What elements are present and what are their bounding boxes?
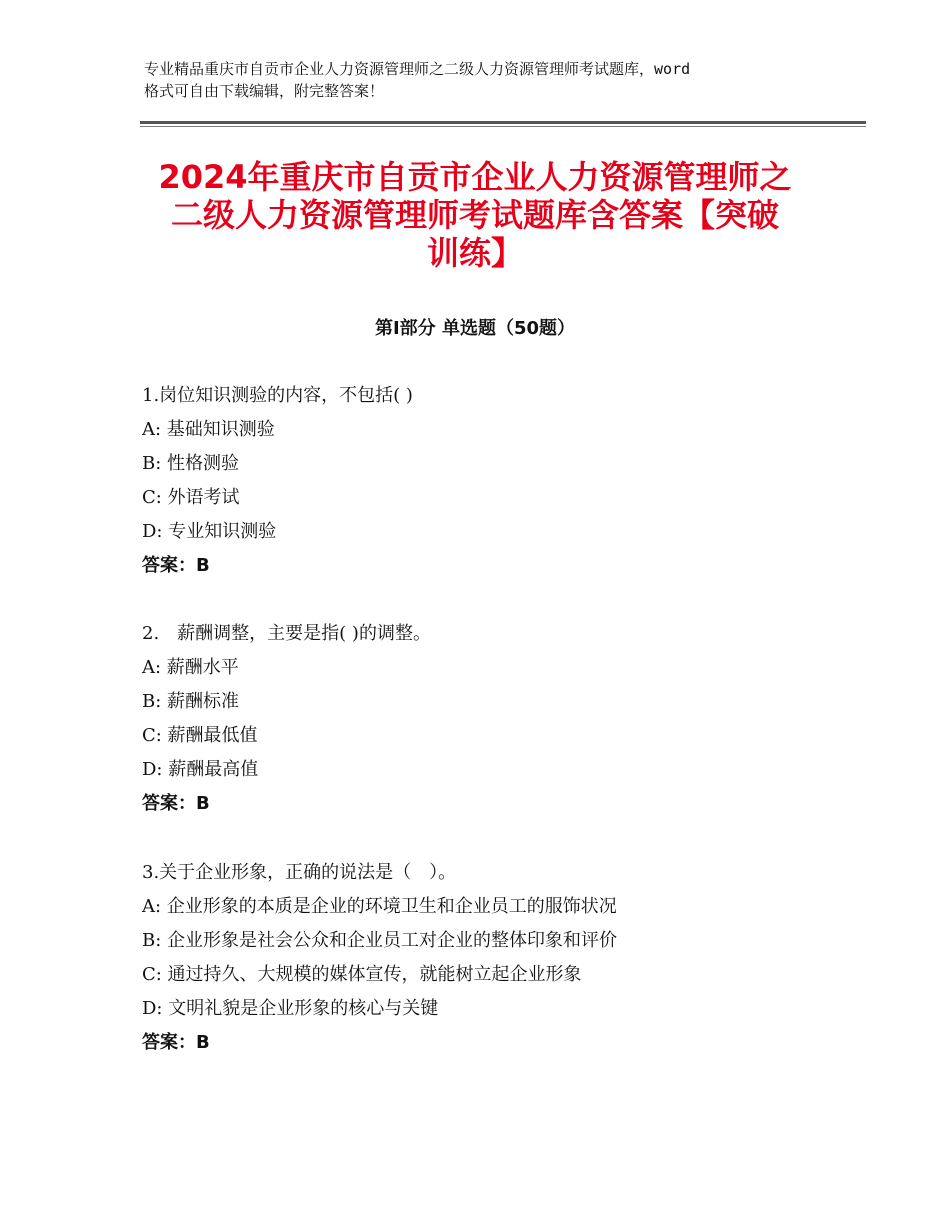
question-stem: 1.岗位知识测验的内容，不包括( ) [142,385,413,406]
header-divider-thin [140,126,866,127]
document-title [130,158,820,272]
section-heading: 第Ⅰ部分 单选题（50题） [374,318,575,339]
option-a: A: 薪酬水平 [142,657,239,678]
option-d: D: 专业知识测验 [142,521,277,542]
option-d: D: 文明礼貌是企业形象的核心与关键 [142,998,439,1019]
header-note [144,58,824,102]
answer: 答案：B [142,793,210,814]
option-d: D: 薪酬最高值 [142,759,259,780]
question-stem: 2. 薪酬调整，主要是指( )的调整。 [142,623,431,644]
option-b: B: 薪酬标准 [142,691,240,712]
question-3 [142,856,842,1060]
answer: 答案：B [142,1032,210,1053]
title-line-1: 2024年重庆市自贡市企业人力资源管理师之 [158,158,792,196]
option-b: B: 性格测验 [142,453,240,474]
title-line-2: 二级人力资源管理师考试题库含答案【突破 [170,196,779,234]
option-b: B: 企业形象是社会公众和企业员工对企业的整体印象和评价 [142,930,618,951]
option-c: C: 通过持久、大规模的媒体宣传，就能树立起企业形象 [142,964,582,985]
option-c: C: 薪酬最低值 [142,725,258,746]
header-divider-thick [140,121,866,124]
question-1 [142,379,842,583]
question-stem: 3.关于企业形象，正确的说法是（ ）。 [142,862,457,883]
option-a: A: 企业形象的本质是企业的环境卫生和企业员工的服饰状况 [142,896,617,917]
option-a: A: 基础知识测验 [142,419,275,440]
title-line-3: 训练】 [426,234,523,272]
option-c: C: 外语考试 [142,487,240,508]
header-note-line-2: 格式可自由下载编辑，附完整答案！ [144,82,385,100]
answer: 答案：B [142,555,210,576]
question-2 [142,617,842,821]
header-note-line-1: 专业精品重庆市自贡市企业人力资源管理师之二级人力资源管理师考试题库，word [144,60,691,78]
